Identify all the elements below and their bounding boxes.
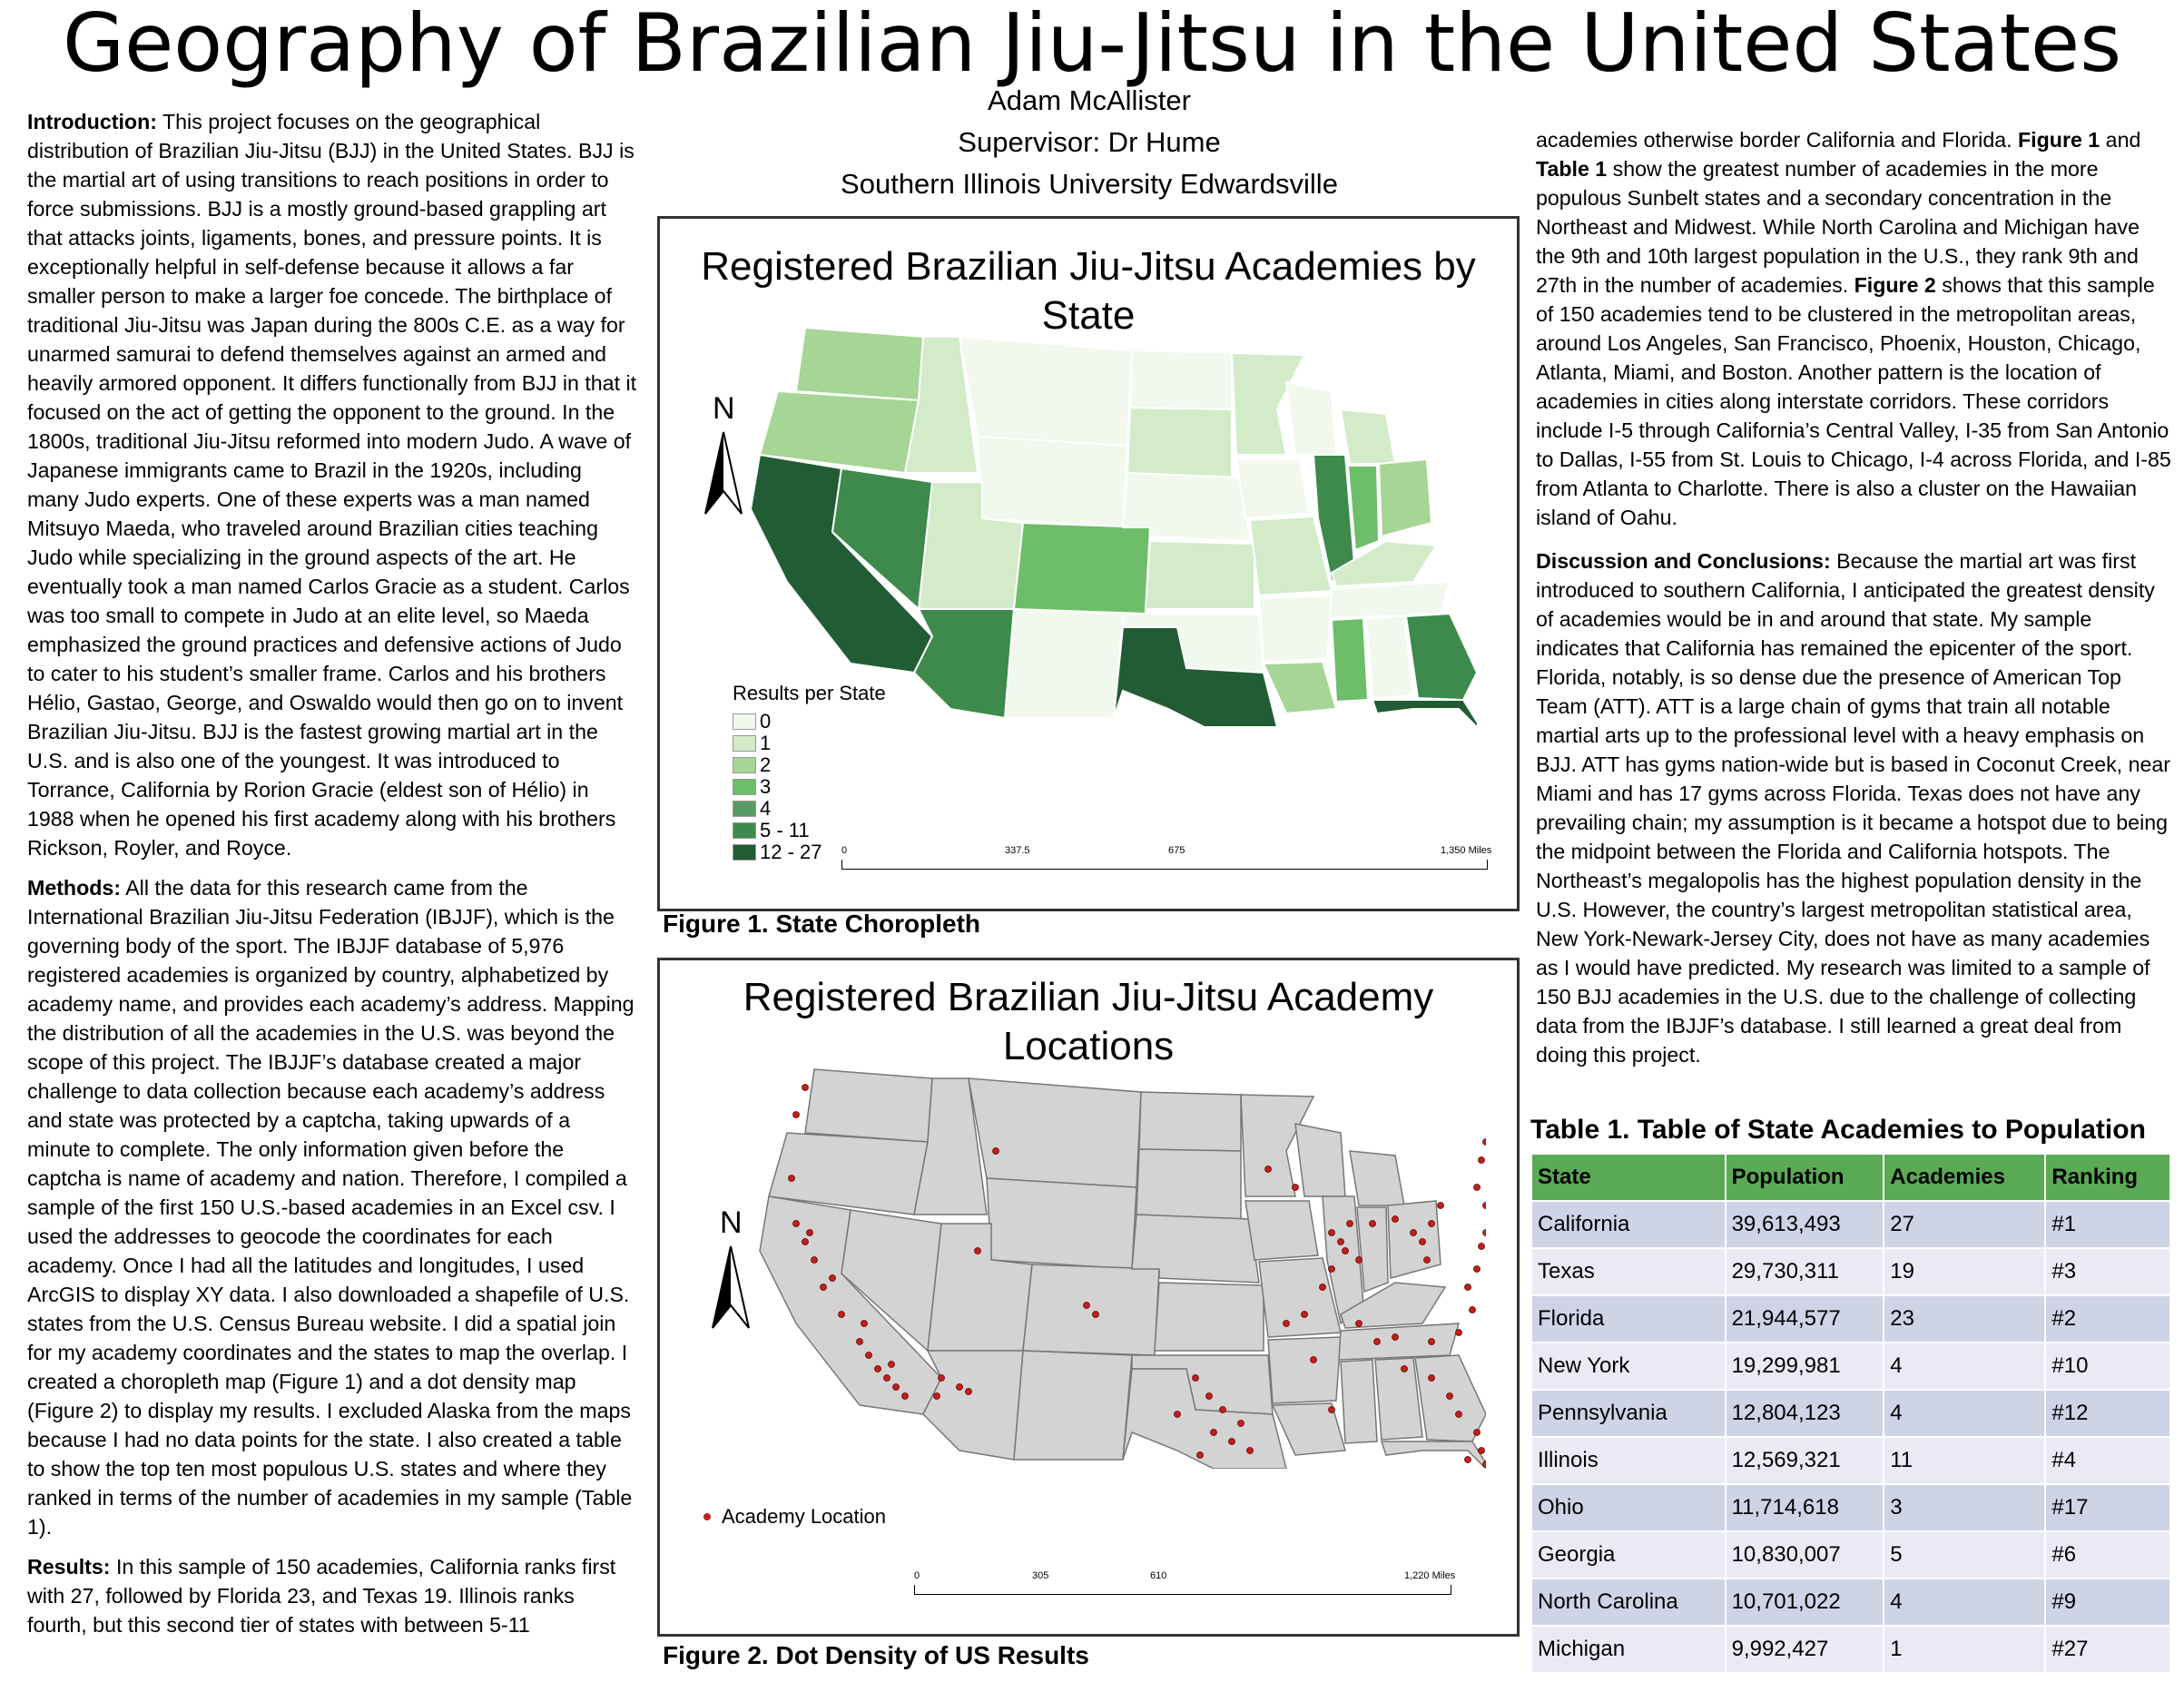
state-florida (1372, 700, 1477, 727)
state-kansas (1155, 1283, 1264, 1351)
state-louisiana (1264, 662, 1336, 713)
academy-dot (1370, 1221, 1376, 1227)
state-kansas (1146, 541, 1254, 609)
north-arrow-icon (703, 1205, 758, 1333)
results-and: and (2105, 128, 2141, 152)
table-cell: 10,830,007 (1726, 1531, 1884, 1579)
table-cell: 11,714,618 (1726, 1484, 1884, 1531)
academy-dot (934, 1393, 940, 1400)
figure1-north-label: N (713, 391, 735, 426)
table-cell: #9 (2045, 1579, 2170, 1626)
academy-dot (1483, 1461, 1487, 1468)
legend-label: 1 (760, 732, 772, 754)
state-iowa (1236, 459, 1309, 518)
academy-dot (1338, 1239, 1344, 1245)
legend-label: 3 (760, 775, 772, 798)
table-cell: 23 (1884, 1295, 2045, 1343)
table-cell: 9,992,427 (1726, 1626, 1884, 1673)
table-cell: New York (1531, 1343, 1726, 1390)
table-cell: #12 (2045, 1390, 2170, 1437)
table-cell: 29,730,311 (1726, 1248, 1884, 1295)
state-alabama (1375, 1358, 1422, 1440)
academy-dot (1084, 1303, 1090, 1309)
academy-dot (902, 1393, 909, 1400)
figure2-title: Registered Brazilian Jiu-Jitsu Academy Locations (743, 975, 1434, 1068)
academy-dot (866, 1353, 872, 1359)
state-ohio (1379, 459, 1431, 536)
state-alabama (1366, 616, 1413, 698)
legend-item (733, 733, 886, 754)
academy-dot (1429, 1221, 1435, 1227)
table-cell: 12,804,123 (1726, 1390, 1884, 1437)
results-text-b1: academies otherwise border California and Florida. (1536, 128, 2012, 152)
state-mississippi (1341, 1360, 1377, 1443)
discussion-heading: Discussion and Conclusions: (1536, 549, 1831, 573)
table-cell: Illinois (1531, 1437, 1726, 1484)
state-ohio (1388, 1201, 1441, 1278)
north-arrow-icon (696, 391, 751, 518)
legend-label: 5 - 11 (760, 819, 810, 841)
academy-dot (839, 1312, 845, 1318)
academy-dot (1247, 1448, 1254, 1454)
state-north-dakota (1130, 350, 1232, 409)
academy-dot (1320, 1284, 1326, 1291)
results-text-a: In this sample of 150 academies, California ranks first with 27, followed by Florida 23, and Texas 19. Illinois ranks fourth, but this second tier of states with between 5-11 (27, 1555, 616, 1637)
academy-dot (1470, 1307, 1476, 1313)
figure2-caption: Figure 2. Dot Density of US Results (663, 1641, 1089, 1669)
table-cell: #1 (2045, 1201, 2170, 1248)
academy-dot-icon (703, 1513, 711, 1520)
figure1-legend (733, 682, 886, 863)
methods-section (27, 873, 637, 1541)
table-cell: 4 (1884, 1390, 2045, 1437)
academy-dot (1483, 1203, 1487, 1209)
academy-dot (1311, 1357, 1317, 1363)
academy-dot (1220, 1407, 1226, 1413)
academy-dot (1479, 1448, 1485, 1454)
table-row (1531, 1531, 2170, 1579)
introduction-heading: Introduction: (27, 110, 157, 133)
state-iowa (1245, 1201, 1318, 1260)
table-cell: Georgia (1531, 1531, 1726, 1579)
legend-swatch (733, 713, 756, 730)
table-cell: 39,613,493 (1726, 1201, 1884, 1248)
introduction-section (27, 107, 637, 862)
academy-dot (789, 1176, 795, 1182)
institution: Southern Illinois University Edwardsville (841, 168, 1338, 200)
state-north-dakota (1139, 1092, 1241, 1151)
scale-label: 610 (1150, 1570, 1167, 1581)
academy-dot (975, 1248, 981, 1254)
academy-dot (812, 1257, 818, 1264)
academy-dot (1483, 1230, 1487, 1236)
table-cell: 10,701,022 (1726, 1579, 1884, 1626)
state-montana (969, 1078, 1141, 1187)
legend-label: 4 (760, 797, 772, 820)
dot-density-map (705, 1051, 1486, 1469)
academy-dot (1193, 1375, 1199, 1382)
academy-dot (884, 1375, 890, 1382)
results-heading: Results: (27, 1555, 111, 1579)
legend-swatch (733, 757, 756, 773)
table-row (1531, 1295, 2170, 1343)
academy-dot (821, 1284, 827, 1291)
table-row (1531, 1484, 2170, 1531)
figure1-caption: Figure 1. State Choropleth (663, 910, 981, 938)
ref-figure2: Figure 2 (1854, 273, 1936, 297)
table-cell: North Carolina (1531, 1579, 1726, 1626)
scale-label: 675 (1168, 845, 1185, 856)
legend-swatch (733, 822, 756, 839)
state-wyoming (978, 437, 1127, 527)
scale-label: 1,220 Miles (1404, 1570, 1456, 1581)
state-arkansas (1259, 595, 1332, 662)
table-cell: 4 (1884, 1579, 2045, 1626)
academy-dot (1420, 1239, 1426, 1245)
academy-dot (1197, 1452, 1204, 1459)
state-florida (1382, 1441, 1486, 1469)
discussion-text: Because the martial art was first introduced to southern California, I anticipated the greatest density of academies would be in and around that state. My sample indicates that California has remained the epicenter of the sport. Florida, notably, is so dense due the presence of American Top Team (ATT). ATT is a large chain of gyms that train all notable martial arts up to the professional level with a heavy emphasis on BJJ. ATT has gyms nation-wide but is based in Coconut Creek, near Miami and has 17 gyms across Florida. Texas does not have any prevailing chain; my assumption is it became a hotspot due to being the midpoint between the Florida and California hotspots. The Northeast’s megalopolis has the highest population density in the U.S. However, the country’s largest metropolitan statistical area, New York-Newark-Jersey City, does not have as many academies as I would have predicted. My research was limited to a sample of 150 BJJ academies in the U.S. due to the challenge of collecting data from the IBJJF’s database. I still learned a great deal from doing this project. (1536, 549, 2170, 1067)
table-cell: California (1531, 1201, 1726, 1248)
academy-dot (857, 1339, 863, 1345)
table-cell: 1 (1884, 1626, 2045, 1673)
academy-dot (1474, 1430, 1481, 1436)
academy-dot (830, 1275, 836, 1282)
figure1-scalebar (841, 845, 1495, 870)
state-arkansas (1268, 1337, 1341, 1403)
academy-dot (807, 1230, 813, 1236)
ref-table1: Table 1 (1536, 157, 1608, 181)
academy-dot (1456, 1412, 1462, 1418)
state-academies-table (1530, 1153, 2171, 1674)
results-continued (1536, 125, 2171, 532)
academy-dot (1474, 1266, 1481, 1273)
author-block (762, 80, 1416, 205)
state-arizona (923, 1351, 1023, 1460)
academy-dot (1447, 1393, 1453, 1400)
table-cell: Ohio (1531, 1484, 1726, 1531)
table-row (1531, 1201, 2170, 1248)
left-column (27, 107, 637, 1650)
table-cell: 5 (1884, 1531, 2045, 1579)
academy-dot (1293, 1185, 1299, 1191)
introduction-text: This project focuses on the geographical distribution of Brazilian Jiu-Jitsu (BJJ) in the United States. BJJ is the martial art of using transitions to reach positions in order to force submissions. BJJ is a mostly ground-based grappling art that attacks joints, ligaments, bones, and pressure points. It is exceptionally helpful in self-defense because it allows a far smaller person to make a larger foe concede. The birthplace of traditional Jiu-Jitsu was Japan during the 800s C.E. as a way for unarmed samurai to defend themselves against an armed and heavily armored opponent. It differs functionally from BJJ in that it focused on the act of getting the opponent to the ground. In the 1800s, traditional Jiu-Jitsu reformed into modern Judo. A wave of Japanese immigrants came to Brazil in the 1920s, including many Judo experts. One of these experts was a man named Mitsuyo Maeda, who traveled around Brazilian cities teaching Judo while specializing in the ground aspects of the art. He eventually took a man named Carlos Gracie as a student. Carlos was too small to compete in Judo at an elite level, so Maeda emphasized the ground practices and defensive actions of Judo to cater to his student’s smaller frame. Carlos and his brothers Hélio, Gastao, George, and Oswaldo would then go on to invent Brazilian Jiu-Jitsu. BJJ is the fastest growing martial art in the U.S. and is also one of the youngest. It was introduced to Torrance, California by Rorion Gracie (eldest son of Hélio) in 1988 when he opened his first academy along with his brothers Rickson, Royler, and Royce. (27, 110, 637, 860)
academy-dot (1343, 1248, 1349, 1254)
legend-title: Results per State (733, 682, 886, 704)
academy-dot (1483, 1139, 1487, 1146)
legend-label: 0 (760, 710, 772, 733)
results-section (27, 1552, 637, 1639)
academy-dot (966, 1389, 972, 1395)
figure-choropleth (657, 216, 1520, 911)
academy-dot (1438, 1203, 1444, 1209)
table-cell: 19,299,981 (1726, 1343, 1884, 1390)
state-south-dakota (1136, 1149, 1241, 1219)
legend-item (733, 754, 886, 776)
legend-swatch (733, 801, 756, 817)
scale-label: 1,350 Miles (1441, 845, 1492, 856)
state-tennessee (1330, 582, 1450, 618)
table-cell: 19 (1884, 1248, 2045, 1295)
legend-swatch (733, 779, 756, 795)
discussion-section (1536, 546, 2171, 1069)
table-cell: 11 (1884, 1437, 2045, 1484)
academy-dot (1347, 1221, 1353, 1227)
academy-dot (1424, 1257, 1431, 1264)
table-cell: #2 (2045, 1295, 2170, 1343)
state-wisconsin (1295, 1124, 1345, 1196)
academy-dot (1429, 1375, 1435, 1382)
academy-dot (1329, 1407, 1335, 1413)
figure2-legend (703, 1505, 886, 1529)
academy-dot (793, 1221, 800, 1227)
poster-title: Geography of Brazilian Jiu-Jitsu in the United States (62, 0, 2122, 90)
state-new-mexico (1005, 609, 1123, 718)
table-cell: #10 (2045, 1343, 2170, 1390)
results-text-b2: show the greatest number of academies in the more populous Sunbelt states and a secondary concentration in the Northeast and Midwest. While North Carolina and Michigan have the 9th and 10th largest population in the U.S., they rank 9th and 27th in the number of academies. (1536, 157, 2140, 297)
legend-item (733, 711, 886, 733)
legend-item (733, 820, 886, 841)
academy-dot (889, 1362, 895, 1368)
academy-dot (1093, 1312, 1099, 1318)
results-text-b3: shows that this sample of 150 academies tend to be clustered in the metropolitan areas, around Los Angeles, San Francisco, Phoenix, Houston, Chicago, Atlanta, Miami, and Boston. Another pattern is the location of academies in cities along interstate corridors. These corridors include I-5 through California’s Central Valley, I-35 from San Antonio to Dallas, I-55 from St. Louis to Chicago, I-4 across Florida, and I-85 from Atlanta to Charlotte. There is also a cluster on the Hawaiian island of Oahu. (1536, 273, 2171, 529)
academy-dot (893, 1384, 900, 1391)
legend-swatch (733, 735, 756, 752)
table-cell: Michigan (1531, 1626, 1726, 1673)
state-arizona (914, 609, 1014, 718)
table-cell: 27 (1884, 1201, 2045, 1248)
academy-dot (1392, 1216, 1399, 1223)
scale-label: 337.5 (1005, 845, 1030, 856)
legend-swatch (733, 844, 756, 861)
academy-dot (793, 1112, 800, 1118)
table-cell: Florida (1531, 1295, 1726, 1343)
legend-academy-location: Academy Location (722, 1505, 886, 1528)
table-cell: #4 (2045, 1437, 2170, 1484)
table-row (1531, 1343, 2170, 1390)
academy-dot (1206, 1393, 1213, 1400)
state-colorado (1023, 1264, 1159, 1355)
methods-heading: Methods: (27, 876, 122, 900)
legend-item (733, 776, 886, 798)
scale-label: 0 (841, 845, 848, 856)
scale-label: 0 (914, 1570, 920, 1581)
right-column (1536, 125, 2171, 1080)
academy-dot (1302, 1312, 1308, 1318)
state-washington (796, 328, 923, 400)
academy-dot (1329, 1266, 1335, 1273)
table-row (1531, 1390, 2170, 1437)
academy-dot (1411, 1230, 1417, 1236)
author-name: Adam McAllister (988, 84, 1191, 116)
legend-item (733, 798, 886, 820)
academy-dot (1238, 1421, 1244, 1427)
academy-dot (939, 1375, 945, 1382)
state-washington (805, 1069, 932, 1142)
academy-dot (875, 1366, 881, 1372)
table-cell: Pennsylvania (1531, 1390, 1726, 1437)
academy-dot (802, 1239, 809, 1245)
supervisor: Supervisor: Dr Hume (958, 126, 1221, 158)
academy-dot (1356, 1257, 1363, 1264)
ref-figure1: Figure 1 (2018, 128, 2100, 152)
table-cell: 4 (1884, 1343, 2045, 1390)
table-cell: #27 (2045, 1626, 2170, 1673)
table-row (1531, 1579, 2170, 1626)
legend-label: 2 (760, 753, 772, 776)
legend-label: 12 - 27 (760, 841, 822, 863)
academy-dot (1229, 1439, 1235, 1445)
state-mississippi (1332, 618, 1368, 702)
table-cell: 12,569,321 (1726, 1437, 1884, 1484)
academy-dot (1329, 1230, 1335, 1236)
table-header-cell: Ranking (2045, 1154, 2170, 1201)
state-georgia (1406, 614, 1477, 700)
choropleth-map (696, 310, 1477, 727)
figure2-scalebar (914, 1570, 1459, 1595)
figure-dot-density (657, 958, 1520, 1637)
academy-dot (1284, 1321, 1290, 1327)
figure2-north-label: N (720, 1205, 743, 1240)
academy-dot (993, 1148, 999, 1155)
figure1-title: Registered Brazilian Jiu-Jitsu Academies by State (701, 244, 1476, 338)
academy-dot (1479, 1157, 1485, 1164)
state-wisconsin (1286, 382, 1336, 455)
academy-dot (802, 1085, 809, 1091)
academy-dot (1356, 1321, 1363, 1327)
state-new-mexico (1014, 1351, 1132, 1460)
table-header-row (1531, 1154, 2170, 1201)
academy-dot (1465, 1457, 1471, 1463)
table-header-cell: State (1531, 1154, 1726, 1201)
table-row (1531, 1626, 2170, 1673)
academy-dot (1392, 1334, 1399, 1341)
academy-dot (1175, 1412, 1181, 1418)
state-montana (959, 337, 1132, 446)
academy-dot (1429, 1339, 1435, 1345)
state-michigan (1350, 1151, 1404, 1205)
state-south-dakota (1127, 408, 1232, 477)
table-title: Table 1. Table of State Academies to Population (1530, 1115, 2146, 1145)
state-tennessee (1339, 1323, 1459, 1360)
state-michigan (1341, 409, 1395, 464)
academy-dot (957, 1384, 963, 1391)
state-colorado (1014, 523, 1150, 614)
academy-dot (1402, 1366, 1408, 1372)
academy-dot (1474, 1185, 1481, 1191)
table-row (1531, 1437, 2170, 1484)
academy-dot (1374, 1339, 1381, 1345)
table-cell: #17 (2045, 1484, 2170, 1531)
academy-dot (861, 1321, 868, 1327)
table-header-cell: Population (1726, 1154, 1884, 1201)
academy-dot (1456, 1330, 1462, 1336)
methods-text: All the data for this research came from the International Brazilian Jiu-Jitsu Federation (IBJJF), which is the governing body of the sport. The IBJJF database of 5,976 registered academies is organized by country, alphabetized by academy name, and provides each academy’s address. Mapping the distribution of all the academies in the U.S. was beyond the scope of this project. The IBJJF’s database created a major challenge to data collection because each academy’s address and state was protected by a captcha, taking upwards of a minute to complete. The only information given before the captcha is name of academy and nation. Therefore, I compiled a sample of the first 150 U.S.-based academies in an Excel csv. I used the addresses to geocode the coordinates for each academy. Once I had all the latitudes and longitudes, I used ArcGIS to display XY data. I also downloaded a shapefile of U.S. states from the U.S. Census Bureau website. I did a spatial join for my academy coordinates and the states to map the overlap. I created a choropleth map (Figure 1) and a dot density map (Figure 2) to display my results. I excluded Alaska from the maps because I had no data points for the state. I also created a table to show the top ten most populous U.S. states and where they ranked in terms of the number of academies in my sample (Table 1). (27, 876, 635, 1539)
scale-label: 305 (1032, 1570, 1049, 1581)
table-cell: 21,944,577 (1726, 1295, 1884, 1343)
academy-dot (1479, 1244, 1485, 1250)
table-row (1531, 1248, 2170, 1295)
academy-dot (1465, 1284, 1471, 1291)
table-cell: Texas (1531, 1248, 1726, 1295)
table-cell: 3 (1884, 1484, 2045, 1531)
table-cell: #6 (2045, 1531, 2170, 1579)
table-header-cell: Academies (1884, 1154, 2045, 1201)
state-wyoming (987, 1178, 1136, 1269)
table-cell: #3 (2045, 1248, 2170, 1295)
academy-dot (1211, 1430, 1217, 1436)
academy-dot (1265, 1166, 1272, 1173)
